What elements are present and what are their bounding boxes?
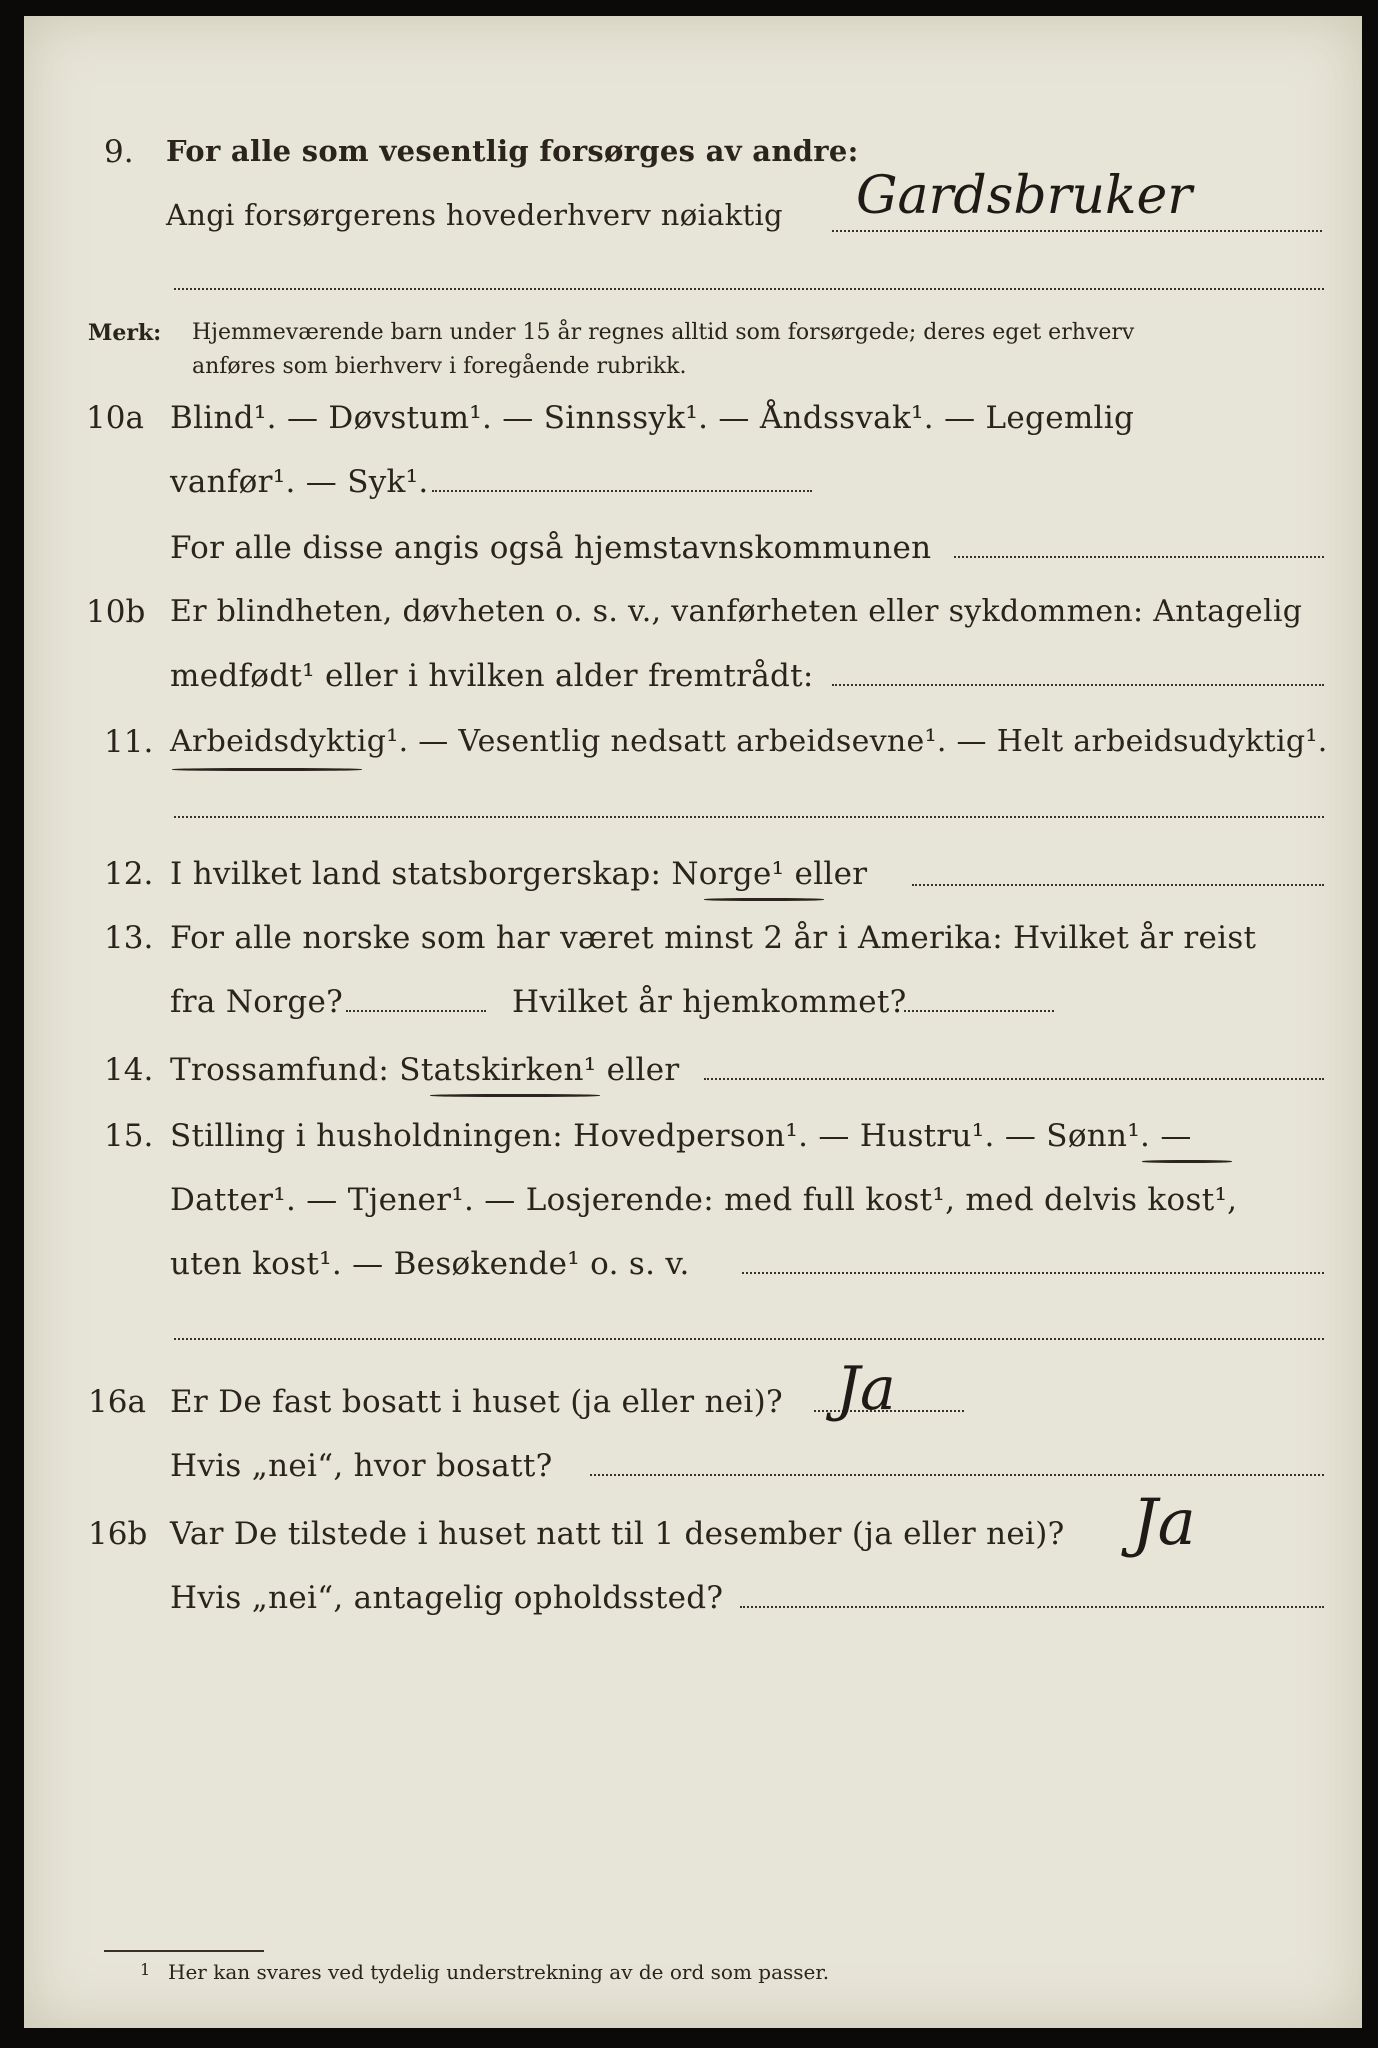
census-form-page	[24, 16, 1362, 2028]
q16b-where-line	[740, 1606, 1324, 1608]
q10a-kommune-line	[954, 556, 1324, 558]
merk-line2: anføres som bierhverv i foregående rubrikk.	[192, 354, 687, 379]
q12-underline-norge	[704, 898, 824, 901]
q13-line2b: Hvilket år hjemkommet?	[512, 984, 907, 1020]
q15-line1: Stilling i husholdningen: Hovedperson¹. — Hustru¹. — Sønn¹. —	[170, 1118, 1192, 1154]
q10a-syk-line	[432, 490, 812, 492]
q9-handwritten-answer: Gardsbruker	[856, 166, 1193, 226]
q9-extra-line	[174, 288, 1324, 290]
q9-line1: For alle som vesentlig forsørges av andre:	[166, 134, 859, 168]
q11-number: 11.	[104, 724, 154, 760]
q16a-handwritten-answer: Ja	[836, 1354, 896, 1424]
q10a-line2: vanfør¹. — Syk¹.	[170, 464, 429, 500]
q10a-line3: For alle disse angis også hjemstavnskommunen	[170, 530, 932, 566]
q13-line2a: fra Norge?	[170, 984, 344, 1020]
q10a-number: 10a	[86, 400, 144, 436]
q16b-line1: Var De tilstede i huset natt til 1 desember (ja eller nei)?	[170, 1516, 1065, 1552]
q10a-line1: Blind¹. — Døvstum¹. — Sinnssyk¹. — Åndssvak¹. — Legemlig	[170, 400, 1135, 436]
q14-line1: Trossamfund: Statskirken¹ eller	[170, 1052, 680, 1088]
q16a-line2: Hvis „nei“, hvor bosatt?	[170, 1448, 553, 1484]
q10b-number: 10b	[86, 594, 146, 630]
q9-number: 9.	[104, 134, 134, 170]
q13-year-left-line	[346, 1010, 486, 1012]
merk-line1: Hjemmeværende barn under 15 år regnes alltid som forsørgede; deres eget erhverv	[192, 320, 1135, 345]
q9-answer-line	[832, 230, 1322, 232]
footnote-text: Her kan svares ved tydelig understrekning av de ord som passer.	[168, 1960, 830, 1984]
merk-label: Merk:	[88, 320, 162, 346]
q12-line1: I hvilket land statsborgerskap: Norge¹ eller	[170, 856, 868, 892]
footnote-mark: 1	[140, 1960, 151, 1979]
q11-extra-line	[174, 816, 1324, 818]
q16b-line2: Hvis „nei“, antagelig opholdssted?	[170, 1580, 724, 1616]
footnote-rule	[104, 1950, 264, 1952]
q15-answer-line	[742, 1272, 1324, 1274]
q14-number: 14.	[104, 1052, 154, 1088]
q14-answer-line	[704, 1078, 1324, 1080]
q12-answer-line	[912, 884, 1324, 886]
q16a-number: 16a	[88, 1384, 146, 1420]
q15-underline-sonn	[1142, 1160, 1232, 1163]
q15-extra-line	[174, 1338, 1324, 1340]
q10b-answer-line	[832, 684, 1324, 686]
q9-line2: Angi forsørgerens hovederhverv nøiaktig	[166, 198, 783, 232]
q13-line1: For alle norske som har været minst 2 år i Amerika: Hvilket år reist	[170, 920, 1257, 956]
q15-line2: Datter¹. — Tjener¹. — Losjerende: med full kost¹, med delvis kost¹,	[170, 1182, 1238, 1218]
q12-number: 12.	[104, 856, 154, 892]
q11-underline-arbeidsdyktig	[172, 768, 362, 771]
q16b-handwritten-answer: Ja	[1132, 1486, 1196, 1560]
q10b-line2: medfødt¹ eller i hvilken alder fremtrådt:	[170, 658, 814, 694]
q16b-number: 16b	[88, 1516, 148, 1552]
q11-line1: Arbeidsdyktig¹. — Vesentlig nedsatt arbeidsevne¹. — Helt arbeidsudyktig¹.	[170, 724, 1328, 759]
q16a-where-line	[590, 1474, 1324, 1476]
q15-line3: uten kost¹. — Besøkende¹ o. s. v.	[170, 1246, 690, 1282]
q13-year-right-line	[904, 1010, 1054, 1012]
q16a-line1: Er De fast bosatt i huset (ja eller nei)?	[170, 1384, 783, 1420]
q14-underline-statskirken	[430, 1094, 600, 1097]
q13-number: 13.	[104, 920, 154, 956]
q10b-line1: Er blindheten, døvheten o. s. v., vanførheten eller sykdommen: Antagelig	[170, 594, 1303, 629]
q15-number: 15.	[104, 1118, 154, 1154]
